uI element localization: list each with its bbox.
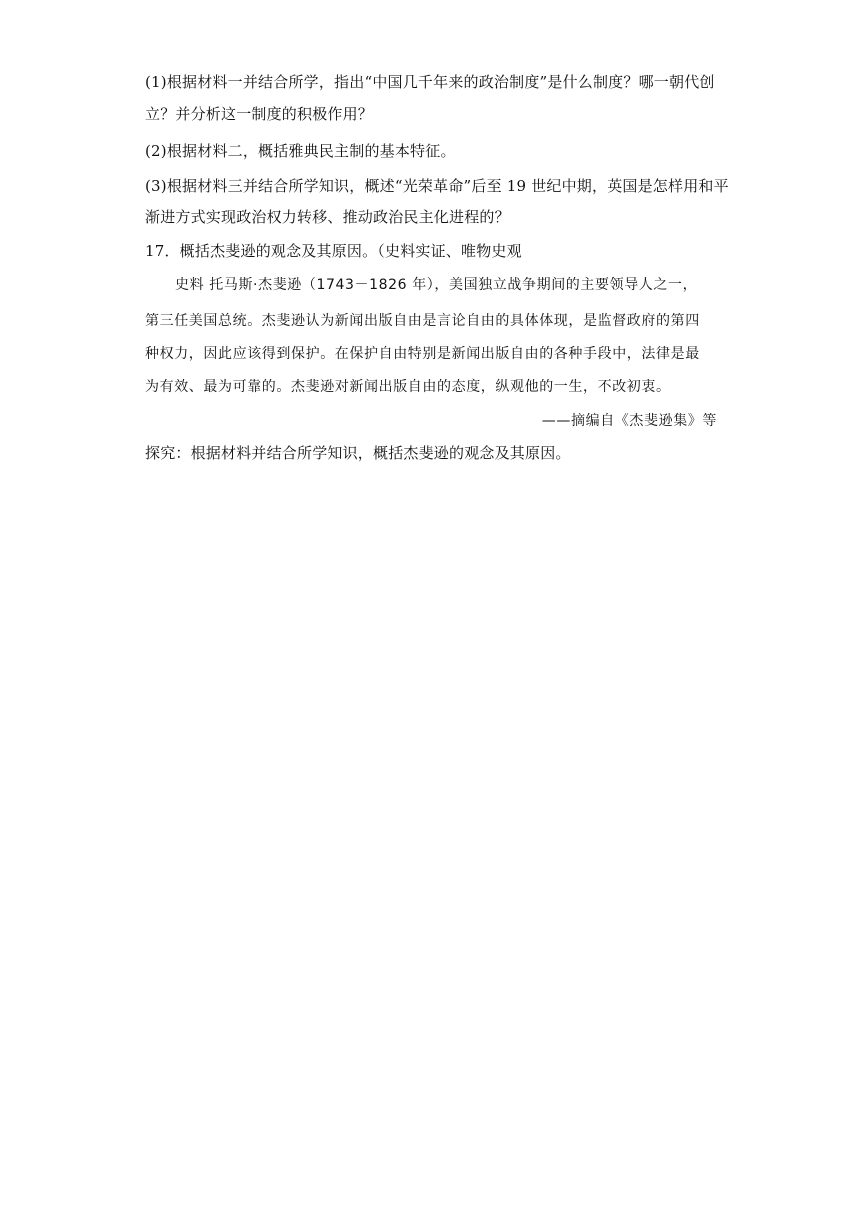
material-line-3: 种权力，因此应该得到保护。在保护自由特别是新闻出版自由的各种手段中，法律是最 <box>145 346 700 362</box>
material-line-1: 史料 托马斯·杰斐逊（1743－1826 年），美国独立战争期间的主要领导人之一， <box>175 277 698 293</box>
question-16-3-line-1: (3)根据材料三并结合所学知识，概述“光荣革命”后至 19 世纪中期，英国是怎样用和平 <box>145 177 729 195</box>
question-16-3-line-2: 渐进方式实现政治权力转移、推动政治民主化进程的？ <box>145 208 510 226</box>
question-16-2: (2)根据材料二，概括雅典民主制的基本特征。 <box>145 142 456 160</box>
inquiry-prompt: 探究：根据材料并结合所学知识，概括杰斐逊的观念及其原因。 <box>145 444 571 462</box>
question-16-1-line-2: 立？并分析这一制度的积极作用？ <box>145 105 374 123</box>
material-source: ——摘编自《杰斐逊集》等 <box>541 413 717 429</box>
question-16-1-line-1: (1)根据材料一并结合所学，指出“中国几千年来的政治制度”是什么制度？哪一朝代创 <box>145 73 715 91</box>
material-line-2: 第三任美国总统。杰斐逊认为新闻出版自由是言论自由的具体体现，是监督政府的第四 <box>145 313 700 329</box>
material-line-4: 为有效、最为可靠的。杰斐逊对新闻出版自由的态度，纵观他的一生，不改初衷。 <box>145 379 671 395</box>
question-17-title: 17．概括杰斐逊的观念及其原因。（史料实证、唯物史观 <box>145 242 522 260</box>
